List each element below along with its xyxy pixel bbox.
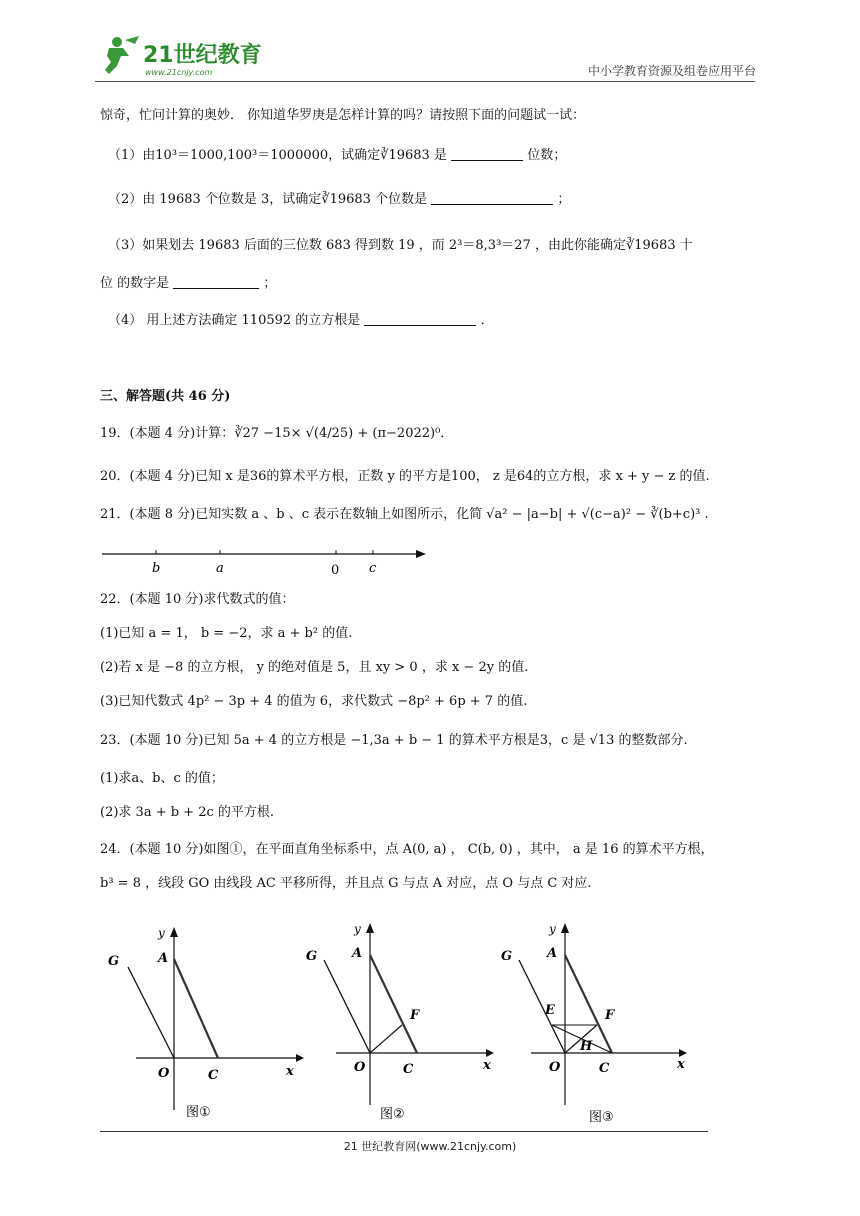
- question-18-part-1: [108, 146, 566, 166]
- fig3-label-F: F: [605, 1008, 615, 1023]
- figure-3: [495, 915, 705, 1125]
- logo-text: 21世纪教育: [143, 43, 262, 68]
- fig3-label-x: x: [677, 1057, 685, 1072]
- q18-1-suffix: 位数；: [527, 148, 567, 163]
- q18-4-suffix: ．: [480, 313, 494, 328]
- question-20: 20．(本题 4 分)已知 x 是36的算术平方根，正数 y 的平方是100， z 是64的立方根，求 x + y − z 的值.: [100, 469, 710, 484]
- question-18-part-3-cont: [100, 274, 276, 294]
- fig2-label-G: G: [306, 949, 318, 964]
- fig1-label-C: C: [208, 1068, 219, 1083]
- question-24: 24．(本题 10 分)如图①，在平面直角坐标系中，点 A(0, a) ， C(b, 0) ，其中， a 是 16 的算术平方根，: [100, 842, 714, 857]
- q18-3-suffix: ；: [263, 276, 277, 291]
- question-18-part-3: （3）如果划去 19683 后面的三位数 683 得到数 19 ，而 2³＝8,3³＝27 ，由此你能确定∛19683 十: [108, 238, 693, 253]
- question-23-part-2: (2)求 3a + b + 2c 的平方根.: [100, 805, 275, 820]
- question-19: 19．(本题 4 分)计算：∛27 −15× √(4/25) + (π−2022)⁰．: [100, 426, 454, 441]
- answer-blank-4[interactable]: [364, 311, 476, 326]
- fig3-caption: 图③: [589, 1110, 614, 1125]
- question-23: 23．(本题 10 分)已知 5a + 4 的立方根是 −1,3a + b − 1 的算术平方根是3，c 是 √13 的整数部分.: [100, 733, 688, 748]
- number-line-arrow: [416, 550, 426, 558]
- fig3-label-H: H: [580, 1039, 593, 1054]
- logo-sub: www.21cnjy.com: [145, 68, 213, 77]
- question-18-part-2: [108, 190, 570, 210]
- fig3-label-C: C: [599, 1061, 610, 1076]
- question-22: 22．(本题 10 分)求代数式的值：: [100, 592, 295, 607]
- fig1-caption: 图①: [186, 1105, 211, 1120]
- q18-2-text: （2）由 19683 个位数是 3，试确定∛19683 个位数是: [108, 192, 432, 207]
- q18-1-text: （1）由10³＝1000,100³＝1000000，试确定∛19683 是: [108, 148, 452, 163]
- fig3-label-A: A: [547, 946, 558, 961]
- header-divider: [95, 81, 755, 82]
- fig3-label-G: G: [501, 949, 513, 964]
- fig2-label-y: y: [354, 922, 361, 936]
- fig1-label-A: A: [158, 951, 169, 966]
- fig1-label-y: y: [158, 926, 165, 940]
- fig2-label-F: F: [410, 1008, 420, 1023]
- number-line-figure: [100, 545, 430, 585]
- fig3-label-y: y: [549, 922, 556, 936]
- numline-label-0: 0: [331, 563, 340, 578]
- numline-label-b: b: [152, 561, 161, 576]
- fig3-label-E: E: [545, 1003, 555, 1018]
- site-logo: [95, 34, 265, 78]
- fig2-label-A: A: [352, 946, 363, 961]
- answer-blank-3[interactable]: [173, 274, 259, 289]
- numline-label-a: a: [216, 561, 224, 576]
- figure-1: [100, 915, 310, 1125]
- question-23-part-1: (1)求a、b、c 的值；: [100, 771, 224, 786]
- text-line-1: 惊奇，忙问计算的奥妙． 你知道华罗庚是怎样计算的吗？请按照下面的问题试一试：: [100, 108, 586, 123]
- fig2-label-x: x: [483, 1058, 491, 1073]
- question-22-part-1: (1)已知 a = 1， b = −2，求 a + b² 的值.: [100, 626, 353, 641]
- fig1-label-x: x: [286, 1064, 294, 1079]
- question-18-part-4: [108, 311, 494, 331]
- header-platform-text: 中小学教育资源及组卷应用平台: [587, 64, 756, 78]
- fig2-caption: 图②: [380, 1107, 405, 1122]
- fig1-label-O: O: [158, 1066, 170, 1081]
- question-22-part-3: (3)已知代数式 4p² − 3p + 4 的值为 6，求代数式 −8p² + 6p + 7 的值.: [100, 694, 528, 709]
- question-24-cont: b³ = 8 ，线段 GO 由线段 AC 平移所得，并且点 G 与点 A 对应，点 O 与点 C 对应.: [100, 876, 592, 891]
- answer-blank-2[interactable]: [431, 190, 553, 205]
- footer-site-text[interactable]: 21 世纪教育网(www.21cnjy.com): [343, 1140, 517, 1153]
- section-3-heading: 三、解答题(共 46 分): [100, 389, 231, 404]
- q18-3-text: 位 的数字是: [100, 276, 170, 291]
- question-22-part-2: (2)若 x 是 −8 的立方根， y 的绝对值是 5，且 xy > 0 ，求 x − 2y 的值.: [100, 660, 529, 675]
- footer-divider: [100, 1131, 708, 1132]
- numline-label-c: c: [369, 561, 377, 576]
- question-21: 21．(本题 8 分)已知实数 a 、b 、c 表示在数轴上如图所示，化简 √a² − |a−b| + √(c−a)² − ∛(b+c)³ .: [100, 507, 709, 522]
- fig2-label-O: O: [354, 1060, 366, 1075]
- fig2-label-C: C: [403, 1062, 414, 1077]
- fig3-label-O: O: [549, 1060, 561, 1075]
- figure-2: [300, 915, 513, 1125]
- answer-blank-1[interactable]: [451, 146, 523, 161]
- q18-4-text: （4） 用上述方法确定 110592 的立方根是: [108, 313, 361, 328]
- fig1-label-G: G: [108, 954, 120, 969]
- q18-2-suffix: ；: [557, 192, 571, 207]
